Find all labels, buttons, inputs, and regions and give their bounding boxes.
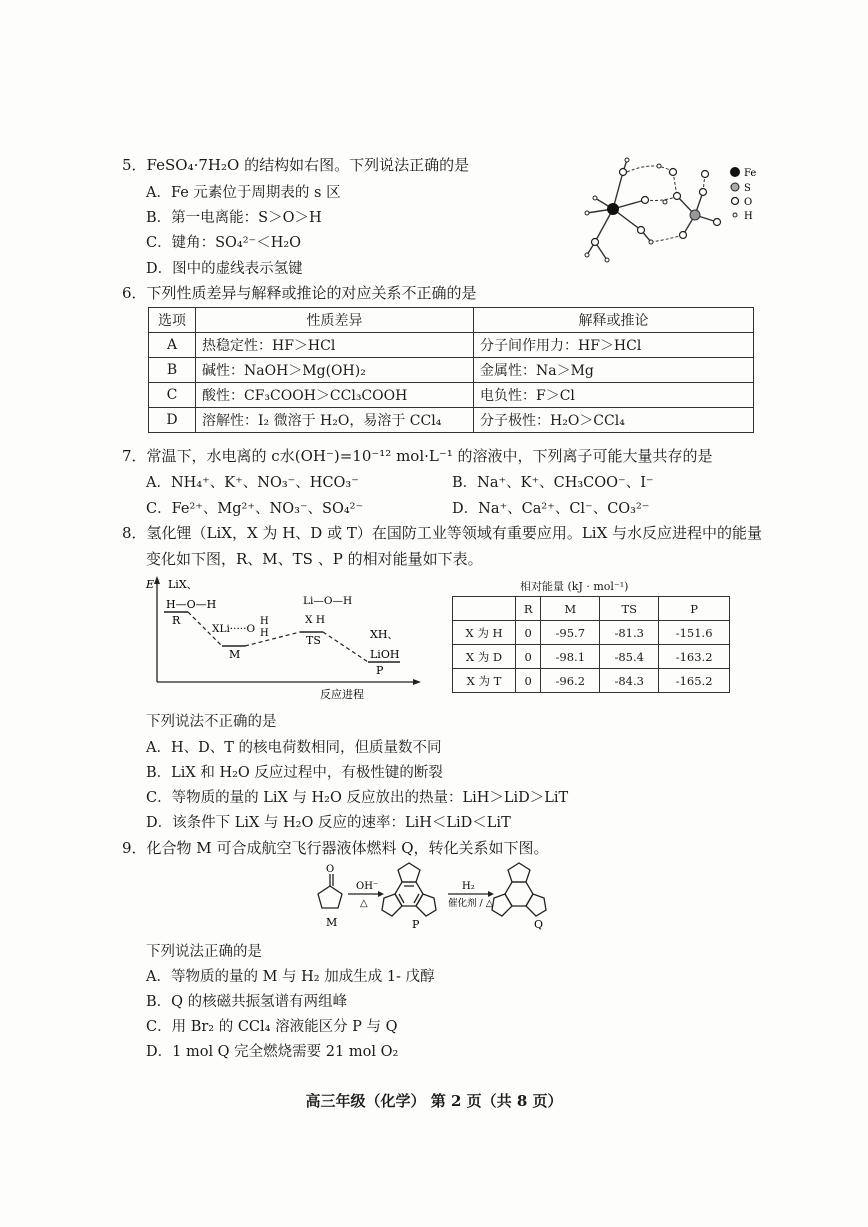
table-cell: D [149,408,196,433]
q7-option-d: D．Na⁺、Ca²⁺、Cl⁻、CO₃²⁻ [452,501,650,517]
q8-option-a: A．H、D、T 的核电荷数相同，但质量数不同 [146,740,442,756]
q6-stem: 6．下列性质差异与解释或推论的对应关系不正确的是 [122,284,477,302]
reactant-label: LiX、 [168,578,198,591]
q9-prompt: 下列说法正确的是 [146,944,262,960]
point-p: P [376,664,384,677]
table-header-row [453,597,730,621]
table-row [453,621,730,645]
table-cell: -96.2 [541,669,600,693]
q9-option-c: C．用 Br₂ 的 CCl₄ 溶液能区分 P 与 Q [146,1019,398,1035]
carbonyl-o: O [326,864,335,875]
ts-structure-bottom: X H [305,614,325,626]
arrow2-condition: 催化剂 / △ [448,898,494,909]
table-row [149,408,754,433]
table-cell: 酸性：CF₃COOH＞CCl₃COOH [196,383,474,408]
q5-option-a: A．Fe 元素位于周期表的 s 区 [146,185,341,201]
legend-fe: Fe [744,168,757,179]
point-m: M [229,648,241,661]
q7-option-c: C．Fe²⁺、Mg²⁺、NO₃⁻、SO₄²⁻ [146,501,364,517]
axis-e-label: E [146,578,155,591]
table-cell: -163.2 [659,645,730,669]
table-cell: 金属性：Na＞Mg [474,358,754,383]
table-cell: 电负性：F＞Cl [474,383,754,408]
table-row [453,645,730,669]
table-cell: X 为 H [453,621,516,645]
arrow1-reagent: OH⁻ [356,881,379,892]
table-cell: X 为 D [453,645,516,669]
table-header: 解释或推论 [474,308,754,333]
q5-stem: 5．FeSO₄·7H₂O 的结构如右图。下列说法正确的是 [122,156,470,174]
table-cell: 碱性：NaOH＞Mg(OH)₂ [196,358,474,383]
table-header-row [149,308,754,333]
table-header: 性质差异 [196,308,474,333]
ts-structure-top: Li—O—H [303,595,353,607]
q8-option-d: D．该条件下 LiX 与 H₂O 反应的速率：LiH＜LiD＜LiT [146,815,511,831]
table-row [453,669,730,693]
q5-option-c: C．键角：SO₄²⁻＜H₂O [146,235,302,251]
q8-stem-line1: 8．氢化锂（LiX，X 为 H、D 或 T）在国防工业等领域有重要应用。LiX 与水反应进程中的能量 [122,524,763,542]
table-cell: 分子极性：H₂O＞CCl₄ [474,408,754,433]
q5-option-b: B．第一电离能：S＞O＞H [146,210,322,226]
axis-x-label: 反应进程 [320,688,364,701]
table-cell: 0 [516,621,541,645]
q9-option-d: D．1 mol Q 完全燃烧需要 21 mol O₂ [146,1044,399,1060]
legend-o: O [744,197,753,208]
product-xh: XH、 [370,628,399,641]
q8-option-c: C．等物质的量的 LiX 与 H₂O 反应放出的热量：LiH＞LiD＞LiT [146,790,569,806]
point-r: R [172,614,181,627]
table-cell: -85.4 [600,645,659,669]
q9-reaction-scheme [308,860,568,934]
table-cell: 0 [516,669,541,693]
feso4-structure-figure [565,150,765,272]
arrow1-condition: △ [360,898,368,909]
q9-option-a: A．等物质的量的 M 与 H₂ 加成生成 1- 戊醇 [146,969,435,985]
table-cell: 热稳定性：HF＞HCl [196,333,474,358]
table-cell: -98.1 [541,645,600,669]
legend-s: S [744,183,751,194]
q8-option-b: B．LiX 和 H₂O 反应过程中，有极性键的断裂 [146,765,443,781]
page-footer: 高三年级（化学） 第 2 页（共 8 页） [305,1092,563,1110]
energy-table [452,596,730,693]
reactant-water: H—O—H [166,598,217,611]
q9-option-b: B．Q 的核磁共振氢谱有两组峰 [146,994,348,1010]
table-row [149,333,754,358]
q7-stem: 7．常温下，水电离的 c水(OH⁻)=10⁻¹² mol·L⁻¹ 的溶液中，下列离子可能大量共存的是 [122,447,713,465]
legend-h: H [744,211,753,222]
table-cell: C [149,383,196,408]
table-cell: X 为 T [453,669,516,693]
intermediate-m-structure: XLi·····O [212,623,256,635]
energy-table-title: 相对能量 (kJ · mol⁻¹) [520,580,629,593]
q8-stem-line2: 变化如下图，R、M、TS 、P 的相对能量如下表。 [146,550,483,568]
table-header [453,597,516,621]
table-cell: -84.3 [600,669,659,693]
point-ts: TS [306,634,321,647]
table-cell: 分子间作用力：HF＞HCl [474,333,754,358]
arrow2-reagent: H₂ [462,881,475,892]
label-q: Q [534,918,544,931]
q7-option-b: B．Na⁺、K⁺、CH₃COO⁻、I⁻ [452,475,654,491]
label-m: M [326,916,338,929]
table-cell: -165.2 [659,669,730,693]
table-row [149,358,754,383]
table-cell: -81.3 [600,621,659,645]
table-header: 选项 [149,308,196,333]
table-cell: -151.6 [659,621,730,645]
table-header: P [659,597,730,621]
q8-prompt: 下列说法不正确的是 [146,714,277,730]
table-cell: 溶解性：I₂ 微溶于 H₂O，易溶于 CCl₄ [196,408,474,433]
table-cell: A [149,333,196,358]
q7-option-a: A．NH₄⁺、K⁺、NO₃⁻、HCO₃⁻ [146,475,359,491]
table-cell: B [149,358,196,383]
product-lioh: LiOH [370,648,400,661]
table-cell: 0 [516,645,541,669]
table-row [149,383,754,408]
intermediate-m-h1: H [260,616,269,627]
table-header: M [541,597,600,621]
energy-profile-diagram [140,574,430,702]
q6-table [148,307,754,433]
table-cell: -95.7 [541,621,600,645]
q9-stem: 9．化合物 M 可合成航空飞行器液体燃料 Q，转化关系如下图。 [122,839,549,857]
table-header: TS [600,597,659,621]
label-p: P [412,918,420,931]
q5-option-d: D．图中的虚线表示氢键 [146,261,303,277]
table-header: R [516,597,541,621]
intermediate-m-h2: H [260,628,269,639]
